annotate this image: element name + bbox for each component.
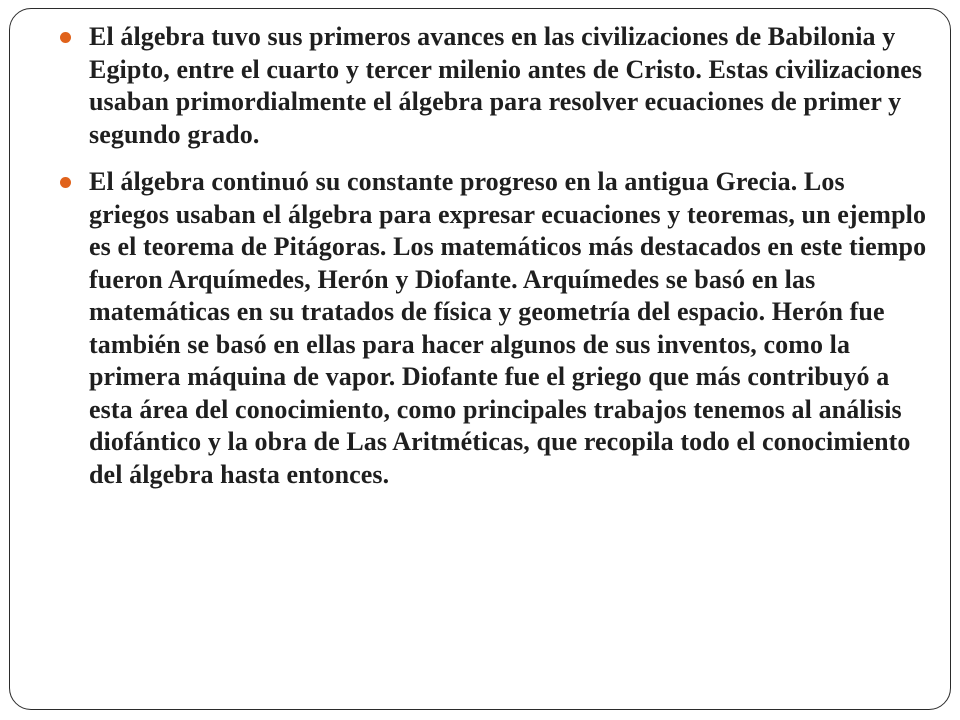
bullet-dot-icon	[60, 32, 71, 43]
bullet-list	[60, 21, 928, 491]
bullet-item-grecia	[60, 166, 928, 491]
bullet-text: El álgebra tuvo sus primeros avances en las civilizaciones de Babilonia y Egipto, entre el cuarto y tercer milenio antes de Cristo. Estas civilizaciones usaban primordialmente el álgebra para resolver ecuaciones de primer y segundo grado.	[89, 22, 923, 149]
bullet-dot-icon	[60, 177, 71, 188]
bullet-text: El álgebra continuó su constante progreso en la antigua Grecia. Los griegos usaban el álgebra para expresar ecuaciones y teoremas, un ejemplo es el teorema de Pitágoras. Los matemáticos más destacados en este tiempo fueron Arquímedes, Herón y Diofante. Arquímedes se basó en las matemáticas en su tratados de física y geometría del espacio. Herón fue también se basó en ellas para hacer algunos de sus inventos, como la primera máquina de vapor. Diofante fue el griego que más contribuyó a esta área del conocimiento, como principales trabajos tenemos al análisis diofántico y la obra de Las Aritméticas, que recopila todo el conocimiento del álgebra hasta entonces.	[89, 167, 927, 489]
bullet-item-babilonia-egipto	[60, 21, 928, 151]
slide-content	[60, 21, 928, 506]
